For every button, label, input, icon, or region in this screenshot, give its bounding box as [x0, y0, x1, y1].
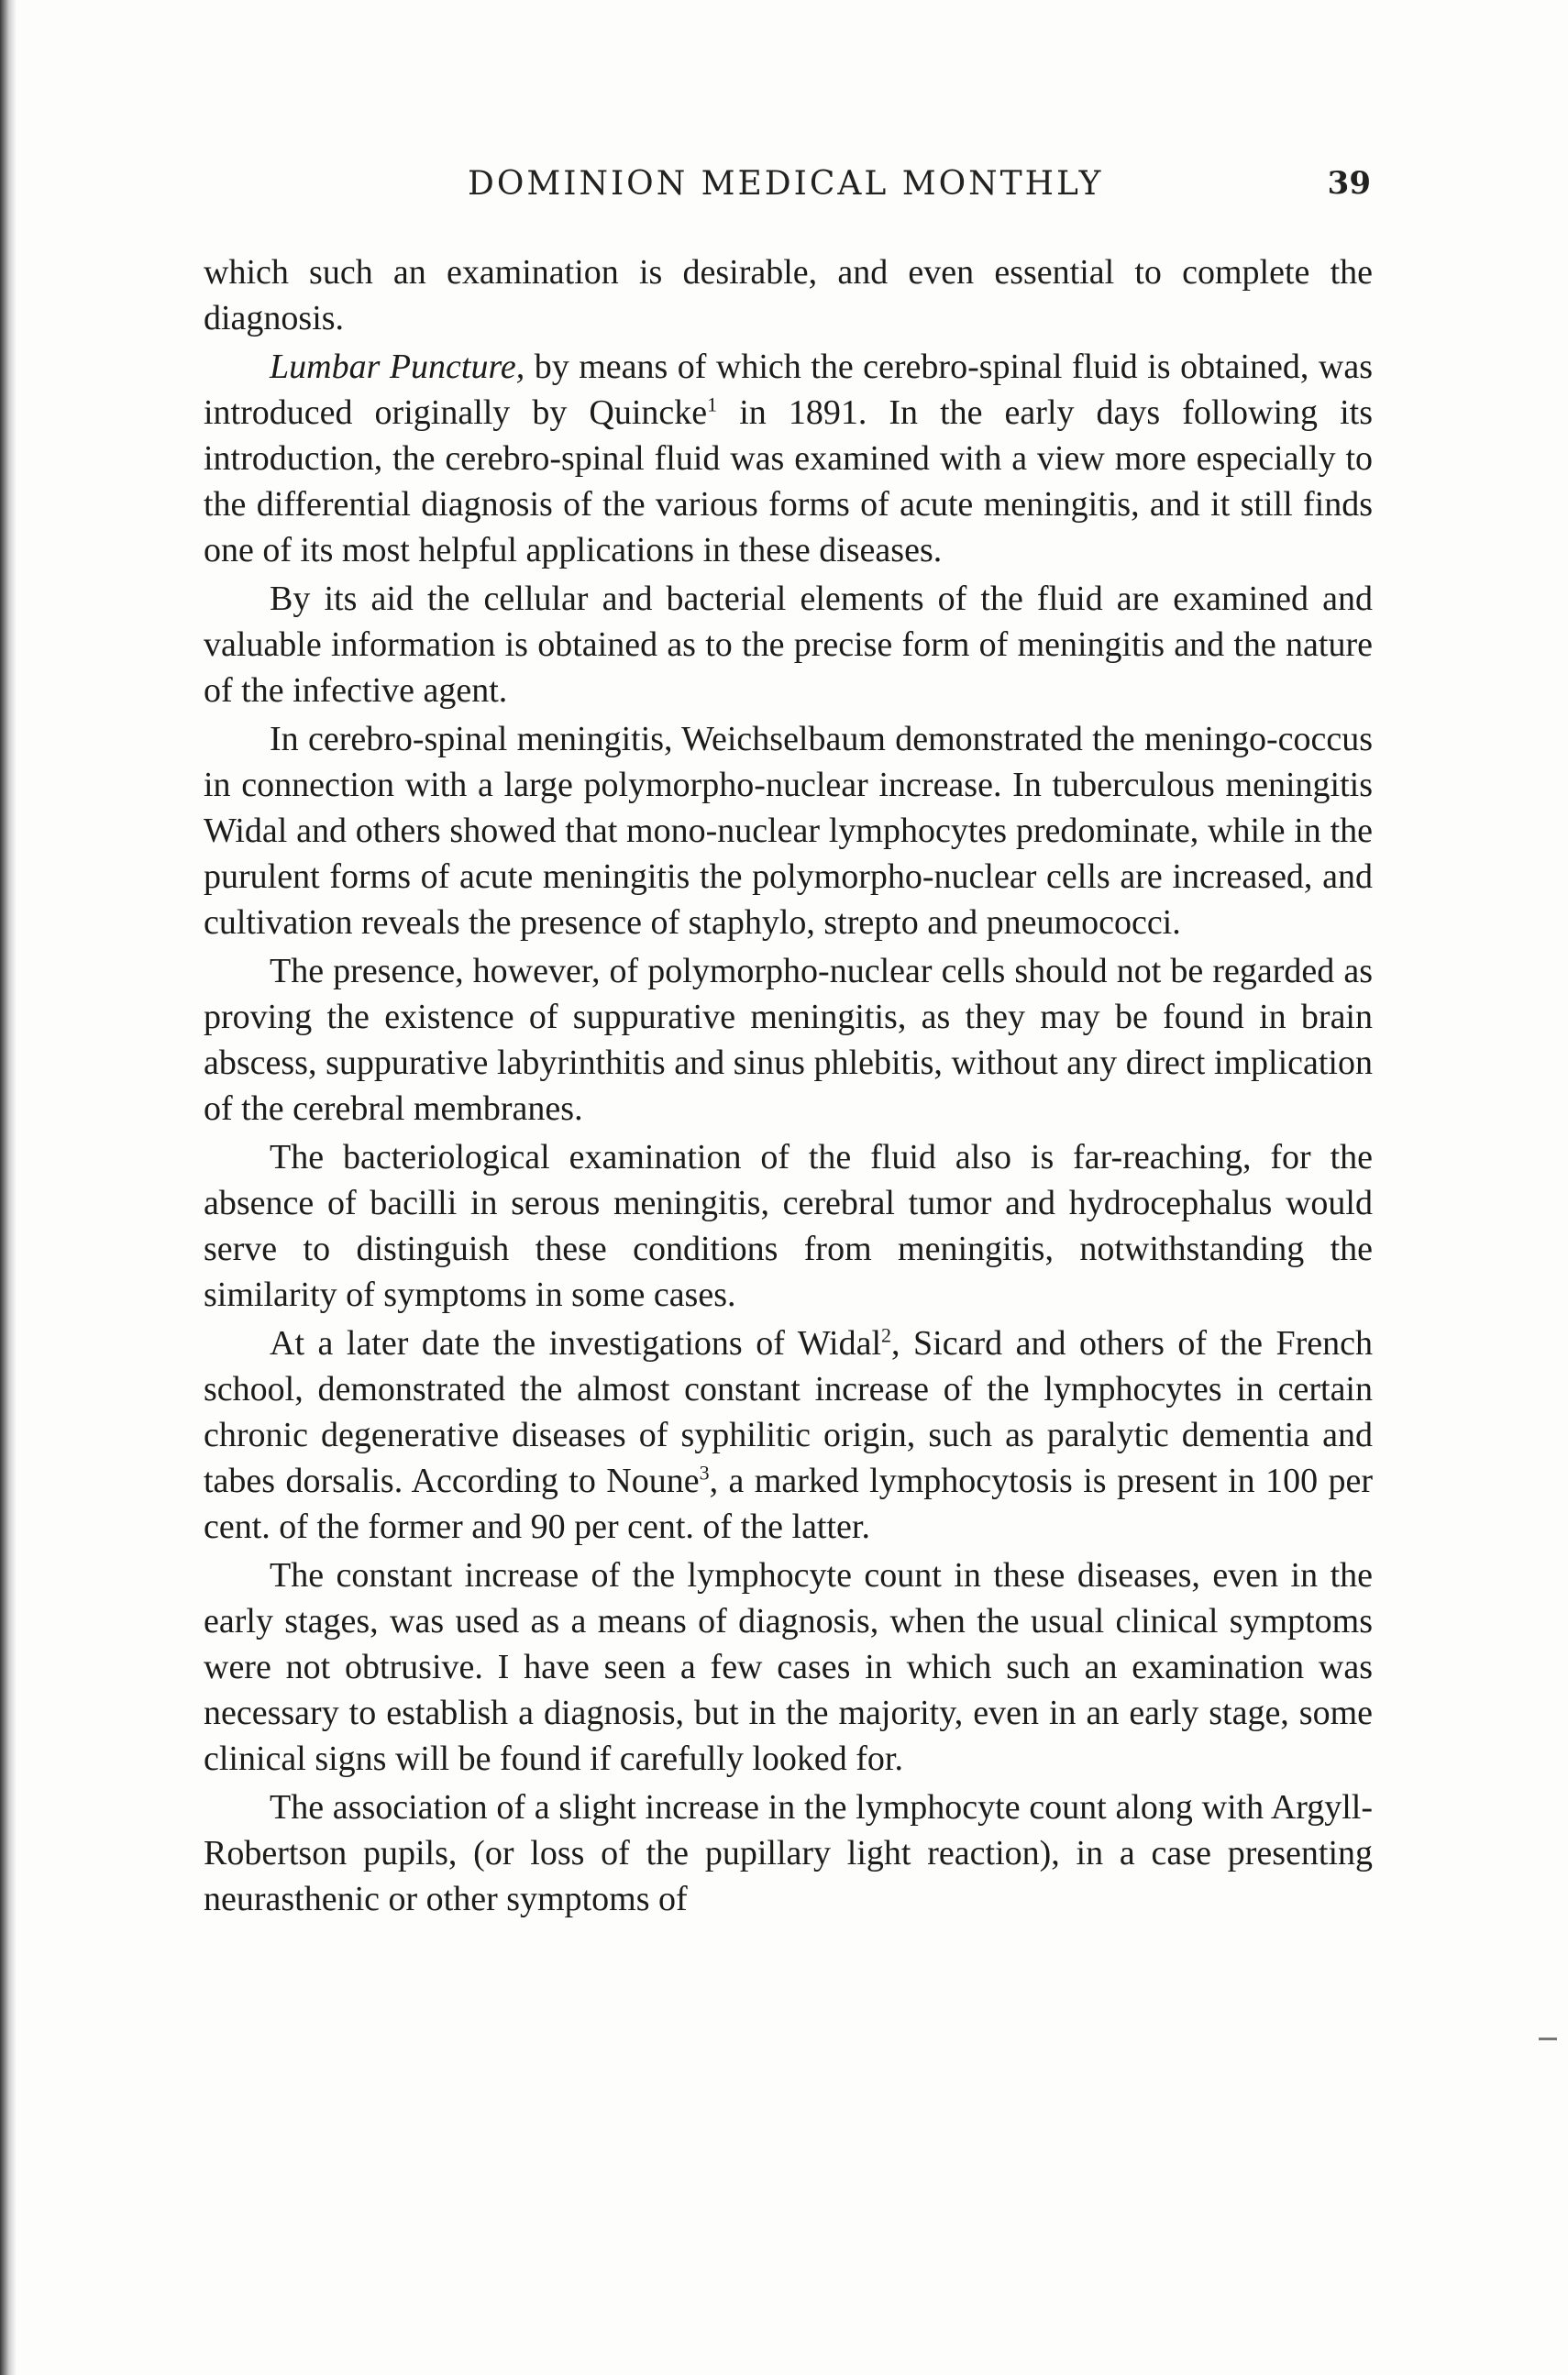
paragraph-7-text-b: , Sicard and others of the French school, demonstrated the almost constant increase of the lymphocytes in certain chronic degenerative diseases of syphilitic origin, such as paralytic dementia and tabes dorsalis. According to Noune	[204, 1324, 1373, 1500]
binding-edge-shadow	[0, 0, 17, 2375]
paragraph-3: By its aid the cellular and bacterial elements of the fluid are examined and valuable information is obtained as to the precise form of meningitis and the nature of the infective agent.	[204, 580, 1373, 710]
paragraph-7-text-a: At a later date the investigations of Widal	[270, 1324, 882, 1363]
page-header	[211, 165, 1371, 220]
footnote-ref-1: 1	[707, 392, 718, 416]
paragraph-8: The constant increase of the lymphocyte count in these diseases, even in the early stages, was used as a means of diagnosis, when the usual clinical symptoms were not obtrusive. I have seen a few cases in which such an examination was necessary to establish a diagnosis, but in the majority, even in an early stage, some clinical signs will be found if carefully looked for.	[204, 1556, 1373, 1778]
paragraph-9: The association of a slight increase in the lymphocyte count along with Argyll-Robertson pupils, (or loss of the pupillary light reaction), in a case presenting neurasthenic or other symptoms of	[204, 1788, 1373, 1918]
paragraph-6: The bacteriological examination of the fluid also is far-reaching, for the absence of bacilli in serous meningitis, cerebral tumor and hydrocephalus would serve to distinguish these conditions from meningitis, notwithstanding the similarity of symptoms in some cases.	[204, 1138, 1373, 1314]
body-text	[204, 249, 1373, 1925]
margin-mark	[1539, 2038, 1557, 2040]
footnote-ref-3: 3	[699, 1461, 710, 1485]
footnote-ref-2: 2	[881, 1323, 892, 1347]
running-head: DOMINION MEDICAL MONTHLY	[468, 165, 1104, 203]
paragraph-2-text-b: in 1891. In the early days following its introduction, the cerebro-spinal fluid was examined with a view more especially to the differential diagnosis of the various forms of acute meningitis, and it still finds one of its most helpful applications in these diseases.	[204, 393, 1373, 569]
paragraph-4: In cerebro-spinal meningitis, Weichselbaum demonstrated the meningo-coccus in connection with a large polymorpho-nuclear increase. In tuberculous meningitis Widal and others showed that mono-nuclear lymphocytes predominate, while in the purulent forms of acute meningitis the polymorpho-nuclear cells are increased, and cultivation reveals the presence of staphylo, strepto and pneumococci.	[204, 720, 1373, 942]
section-lead-italic: Lumbar Puncture,	[270, 348, 525, 386]
paragraph-7-text-c: , a marked lymphocytosis is present in 100 per cent. of the former and 90 per cent. of the latter.	[204, 1462, 1374, 1546]
paragraph-5: The presence, however, of polymorpho-nuclear cells should not be regarded as proving the existence of suppurative meningitis, as they may be found in brain abscess, suppurative labyrinthitis and sinus phlebitis, without any direct implication of the cerebral membranes.	[204, 952, 1373, 1128]
page-number: 39	[1327, 165, 1371, 202]
paragraph-7	[204, 1320, 1373, 1550]
paragraph-2	[204, 344, 1373, 573]
paragraph-2-text-a: by means of which the cerebro-spinal fluid is obtained, was introduced originally by Quincke	[204, 348, 1373, 432]
paragraph-1: which such an examination is desirable, and even essential to complete the diagnosis.	[204, 253, 1373, 337]
